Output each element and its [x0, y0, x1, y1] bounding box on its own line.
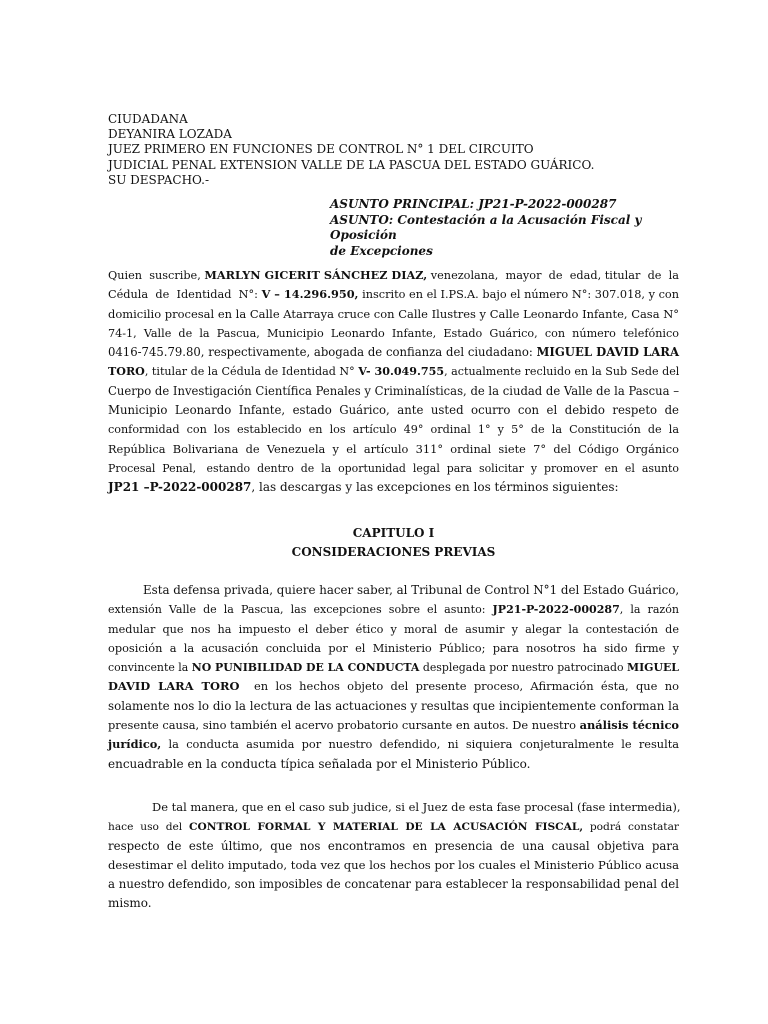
emphasis-text: análisis técnico [579, 718, 679, 733]
paragraph-line: encuadrable en la conducta típica señalada por el Ministerio Público. [108, 756, 531, 771]
text: inscrito en el I.PS.A. bajo el número N°: 307.018, y con [358, 288, 679, 302]
addressee-line: CIUDADANA [108, 112, 188, 126]
subject-principal: ASUNTO PRINCIPAL: JP21-P-2022-000287 [330, 197, 617, 211]
paragraph-line [108, 658, 679, 677]
case-number: JP21 –P-2022-000287 [108, 480, 252, 495]
paragraph-line [108, 716, 679, 735]
paragraph-line: Cuerpo de Investigación Científica Penales y Criminalísticas, de la ciudad de Valle de la Pascua – [108, 383, 680, 398]
emphasis-text: CONTROL FORMAL Y MATERIAL DE LA ACUSACIÓN FISCAL, [189, 820, 584, 834]
paragraph-line: conformidad con los establecido en los artículo 49° ordinal 1° y 5° de la Constitución de la [108, 423, 679, 437]
paragraph-line: desestimar el delito imputado, toda vez que los hechos por los cuales el Ministerio Público acusa [108, 857, 679, 872]
addressee-line: DEYANIRA LOZADA [108, 127, 232, 142]
text: , la razón [619, 603, 679, 617]
text: convincente la [108, 661, 192, 675]
paragraph-line [108, 285, 679, 304]
text: extensión Valle de la Pascua, las excepciones sobre el asunto: [108, 603, 493, 617]
paragraph-line: a nuestro defendido, son imposibles de concatenar para establecer la responsabilidad penal del [108, 877, 679, 892]
text: podrá constatar [583, 820, 679, 834]
addressee-line: SU DESPACHO.- [108, 172, 210, 187]
chapter-title: CAPITULO I [352, 526, 435, 540]
paragraph-line: oposición a la acusación concluida por el Ministerio Público; para nosotros ha sido firme y [108, 640, 679, 655]
conclusion-paragraph [108, 798, 679, 914]
paragraph-line: Procesal Penal, estando dentro de la oportunidad legal para solicitar y promover en el asunto [108, 461, 679, 475]
text: presente causa, sino también el acervo probatorio cursante en autos. De nuestro [108, 718, 580, 733]
intro-paragraph [108, 266, 679, 498]
text: desplegada por nuestro patrocinado [419, 661, 627, 675]
text: venezolana, mayor de edad, titular de la [427, 269, 680, 282]
addressee-line: JUEZ PRIMERO EN FUNCIONES DE CONTROL N° 1 DEL CIRCUITO [108, 142, 534, 157]
text: 0416-745.79.80, respectivamente, abogada de confianza del ciudadano: [108, 345, 537, 360]
client-id: V- 30.049.755 [358, 365, 445, 379]
paragraph-line: 74-1, Valle de la Pascua, Municipio Leonardo Infante, Estado Guárico, con número telefónico [108, 326, 679, 340]
paragraph-line: respecto de este último, que nos encontramos en presencia de una causal objetiva para [108, 838, 680, 853]
subject-asunto-cont: de Excepciones [330, 243, 433, 258]
emphasis-text: jurídico, [108, 737, 162, 752]
paragraph-line: De tal manera, que en el caso sub judice, si el Juez de esta fase procesal (fase intermedia), [152, 800, 681, 814]
text: , actualmente recluido en la Sub Sede del [444, 365, 680, 379]
paragraph-line: Municipio Leonardo Infante, estado Guárico, ante usted ocurro con el debido respeto de [108, 403, 679, 418]
attorney-name: MARLYN GICERIT SÁNCHEZ DIAZ, [204, 268, 428, 282]
paragraph-line [108, 478, 679, 497]
paragraph-line [108, 343, 679, 362]
paragraph-line [108, 362, 679, 381]
case-number: JP21-P-2022-000287 [492, 603, 620, 617]
client-name: MIGUEL DAVID LARA [536, 345, 680, 360]
paragraph-line: mismo. [108, 896, 152, 911]
paragraph-line: Esta defensa privada, quiere hacer saber, al Tribunal de Control N°1 del Estado Guárico, [143, 583, 680, 597]
paragraph-line [108, 817, 679, 836]
text: hace uso del [108, 820, 190, 834]
paragraph-line: República Bolivariana de Venezuela y el artículo 311° ordinal siete 7° del Código Orgánico [108, 441, 679, 456]
addressee-line: JUDICIAL PENAL EXTENSION VALLE DE LA PASCUA DEL ESTADO GUÁRICO. [108, 157, 595, 172]
subject-asunto: ASUNTO: Contestación a la Acusación Fiscal y Oposición [330, 212, 642, 242]
client-name-cont: DAVID LARA TORO [108, 679, 240, 694]
paragraph-line [108, 677, 679, 696]
paragraph-line [108, 600, 679, 619]
paragraph-line [108, 735, 679, 754]
considerations-paragraph [108, 581, 679, 774]
paragraph-line: solamente nos lo dio la lectura de las actuaciones y resultas que incipientemente conforman la [108, 698, 679, 713]
paragraph-line: domicilio procesal en la Calle Atarraya cruce con Calle Ilustres y Calle Leonardo Infante, Casa N° [108, 306, 679, 321]
text: , titular de la Cédula de Identidad N° [144, 365, 359, 379]
client-name-cont: TORO [108, 365, 145, 379]
subject-block [330, 197, 670, 259]
client-name: MIGUEL [627, 661, 679, 675]
emphasis-text: NO PUNIBILIDAD DE LA CONDUCTA [191, 661, 420, 675]
paragraph-line [108, 266, 679, 285]
paragraph-line: medular que nos ha impuesto el deber ético y moral de asumir y alegar la contestación de [108, 622, 679, 636]
text: en los hechos objeto del presente proceso, Afirmación ésta, que no [239, 679, 679, 694]
addressee-block [108, 112, 594, 188]
text: Quien suscribe, [108, 269, 205, 282]
text: Cédula de Identidad N°: [108, 288, 262, 302]
text: la conducta asumida por nuestro defendido, ni siquiera conjeturalmente le resulta [161, 737, 679, 752]
chapter-subtitle: CONSIDERACIONES PREVIAS [291, 545, 496, 559]
attorney-id: V – 14.296.950, [261, 287, 359, 302]
text: , las descargas y las excepciones en los términos siguientes: [251, 480, 619, 495]
